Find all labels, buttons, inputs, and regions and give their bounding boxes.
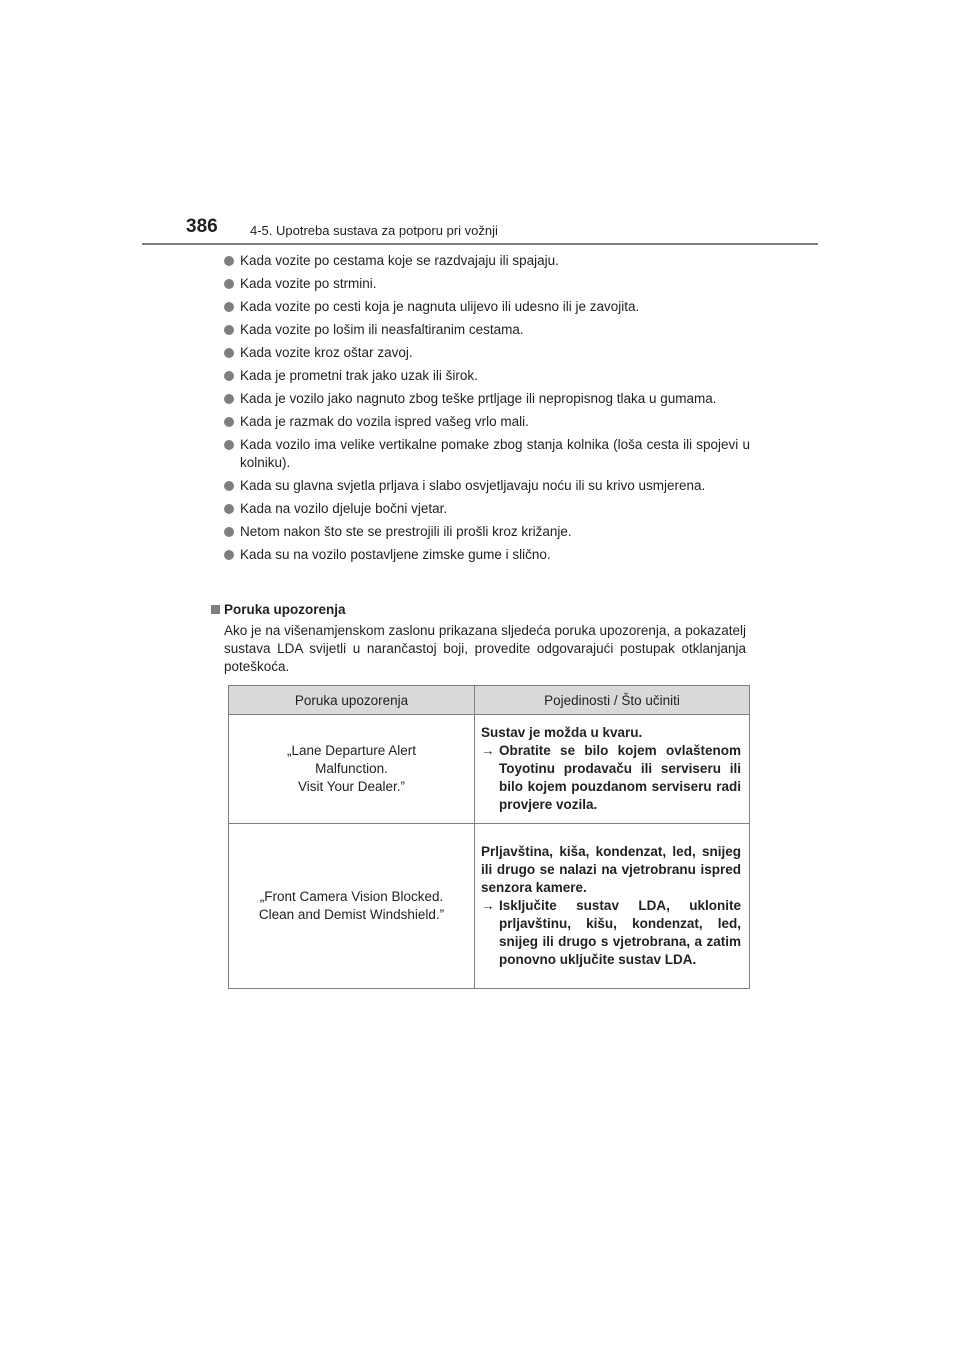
message-line: Visit Your Dealer.”: [297, 779, 406, 794]
details-cell: [475, 715, 750, 824]
list-item-text: Kada su glavna svjetla prljava i slabo osvjetljavaju noću ili su krivo usmjerena.: [240, 478, 706, 493]
list-item: [224, 367, 750, 385]
bullet-icon: [224, 279, 234, 289]
list-item: [224, 413, 750, 431]
header-divider: [142, 243, 818, 245]
bullet-icon: [224, 325, 234, 335]
bullet-icon: [224, 481, 234, 491]
section-title: 4-5. Upotreba sustava za potporu pri vožnji: [250, 223, 498, 238]
list-item: [224, 298, 750, 316]
list-item-text: Kada vozite po lošim ili neasfaltiranim cestama.: [240, 322, 524, 337]
table-header-row: [229, 686, 750, 715]
table-row: [229, 715, 750, 824]
bullet-icon: [224, 256, 234, 266]
list-item-text: Kada su na vozilo postavljene zimske gume i slično.: [240, 547, 551, 562]
warning-message-cell: [229, 715, 475, 824]
list-item-text: Kada na vozilo djeluje bočni vjetar.: [240, 501, 448, 516]
condition-list: [224, 252, 750, 569]
list-item-text: Kada vozite po cesti koja je nagnuta ulijevo ili udesno ili je zavojita.: [240, 299, 640, 314]
table-row: [229, 824, 750, 989]
warning-table: [228, 685, 750, 989]
action-text-content: Isključite sustav LDA, uklonite prljavštinu, kišu, kondenzat, led, snijeg ili drugo s vjetrobrana, a zatim ponovno uključite sustav LDA.: [499, 898, 741, 967]
message-line: „Front Camera Vision Blocked.: [259, 889, 444, 904]
list-item: [224, 321, 750, 339]
warning-message-cell: [229, 824, 475, 989]
list-item: [224, 344, 750, 362]
list-item: [224, 390, 750, 408]
message-line: Malfunction.: [315, 761, 388, 776]
bullet-icon: [224, 504, 234, 514]
list-item-text: Kada je vozilo jako nagnuto zbog teške prtljage ili nepropisnog tlaka u gumama.: [240, 391, 717, 406]
list-item-text: Netom nakon što ste se prestrojili ili prošli kroz križanje.: [240, 524, 572, 539]
column-header-details: Pojedinosti / Što učiniti: [475, 686, 750, 715]
list-item: [224, 500, 750, 518]
list-item: [224, 523, 750, 541]
bullet-icon: [224, 394, 234, 404]
list-item-text: Kada vozite kroz oštar zavoj.: [240, 345, 413, 360]
details-cell: [475, 824, 750, 989]
page-number: 386: [186, 216, 218, 237]
action-text: [481, 742, 741, 814]
list-item: [224, 252, 750, 270]
message-line: „Lane Departure Alert: [286, 743, 417, 758]
bullet-icon: [224, 527, 234, 537]
list-item: [224, 436, 750, 472]
section-intro: Ako je na višenamjenskom zaslonu prikazana sljedeća poruka upozorenja, a pokazatelj sustava LDA svijetli u narančastoj boji, provedite odgovarajući postupak otklanjanja poteškoća.: [224, 623, 746, 674]
bullet-icon: [224, 417, 234, 427]
details-text: Prljavština, kiša, kondenzat, led, snijeg ili drugo se nalazi na vjetrobranu ispred senzora kamere.: [481, 844, 741, 895]
bullet-icon: [224, 371, 234, 381]
list-item: [224, 546, 750, 564]
message-line: Clean and Demist Windshield.”: [258, 907, 445, 922]
list-item-text: Kada vozite po cestama koje se razdvajaju ili spajaju.: [240, 253, 559, 268]
bullet-icon: [224, 550, 234, 560]
list-item-text: Kada je razmak do vozila ispred vašeg vrlo mali.: [240, 414, 529, 429]
column-header-message: Poruka upozorenja: [229, 686, 475, 715]
list-item-text: Kada vozite po strmini.: [240, 276, 377, 291]
bullet-icon: [224, 348, 234, 358]
arrow-icon: →: [481, 898, 495, 913]
list-item: [224, 477, 750, 495]
list-item-text: Kada je prometni trak jako uzak ili širok.: [240, 368, 478, 383]
arrow-icon: →: [481, 743, 495, 758]
list-item: [224, 275, 750, 293]
section-heading: [211, 601, 346, 619]
action-text: [481, 897, 741, 969]
square-bullet-icon: [211, 605, 220, 614]
list-item-text: Kada vozilo ima velike vertikalne pomake zbog stanja kolnika (loša cesta ili spojevi u kolniku).: [240, 437, 750, 470]
section-heading-text: Poruka upozorenja: [224, 602, 346, 617]
action-text-content: Obratite se bilo kojem ovlaštenom Toyotinu prodavaču ili serviseru ili bilo kojem pouzdanom serviseru radi provjere vozila.: [499, 743, 741, 812]
bullet-icon: [224, 302, 234, 312]
details-text: Sustav je možda u kvaru.: [481, 725, 643, 740]
bullet-icon: [224, 440, 234, 450]
